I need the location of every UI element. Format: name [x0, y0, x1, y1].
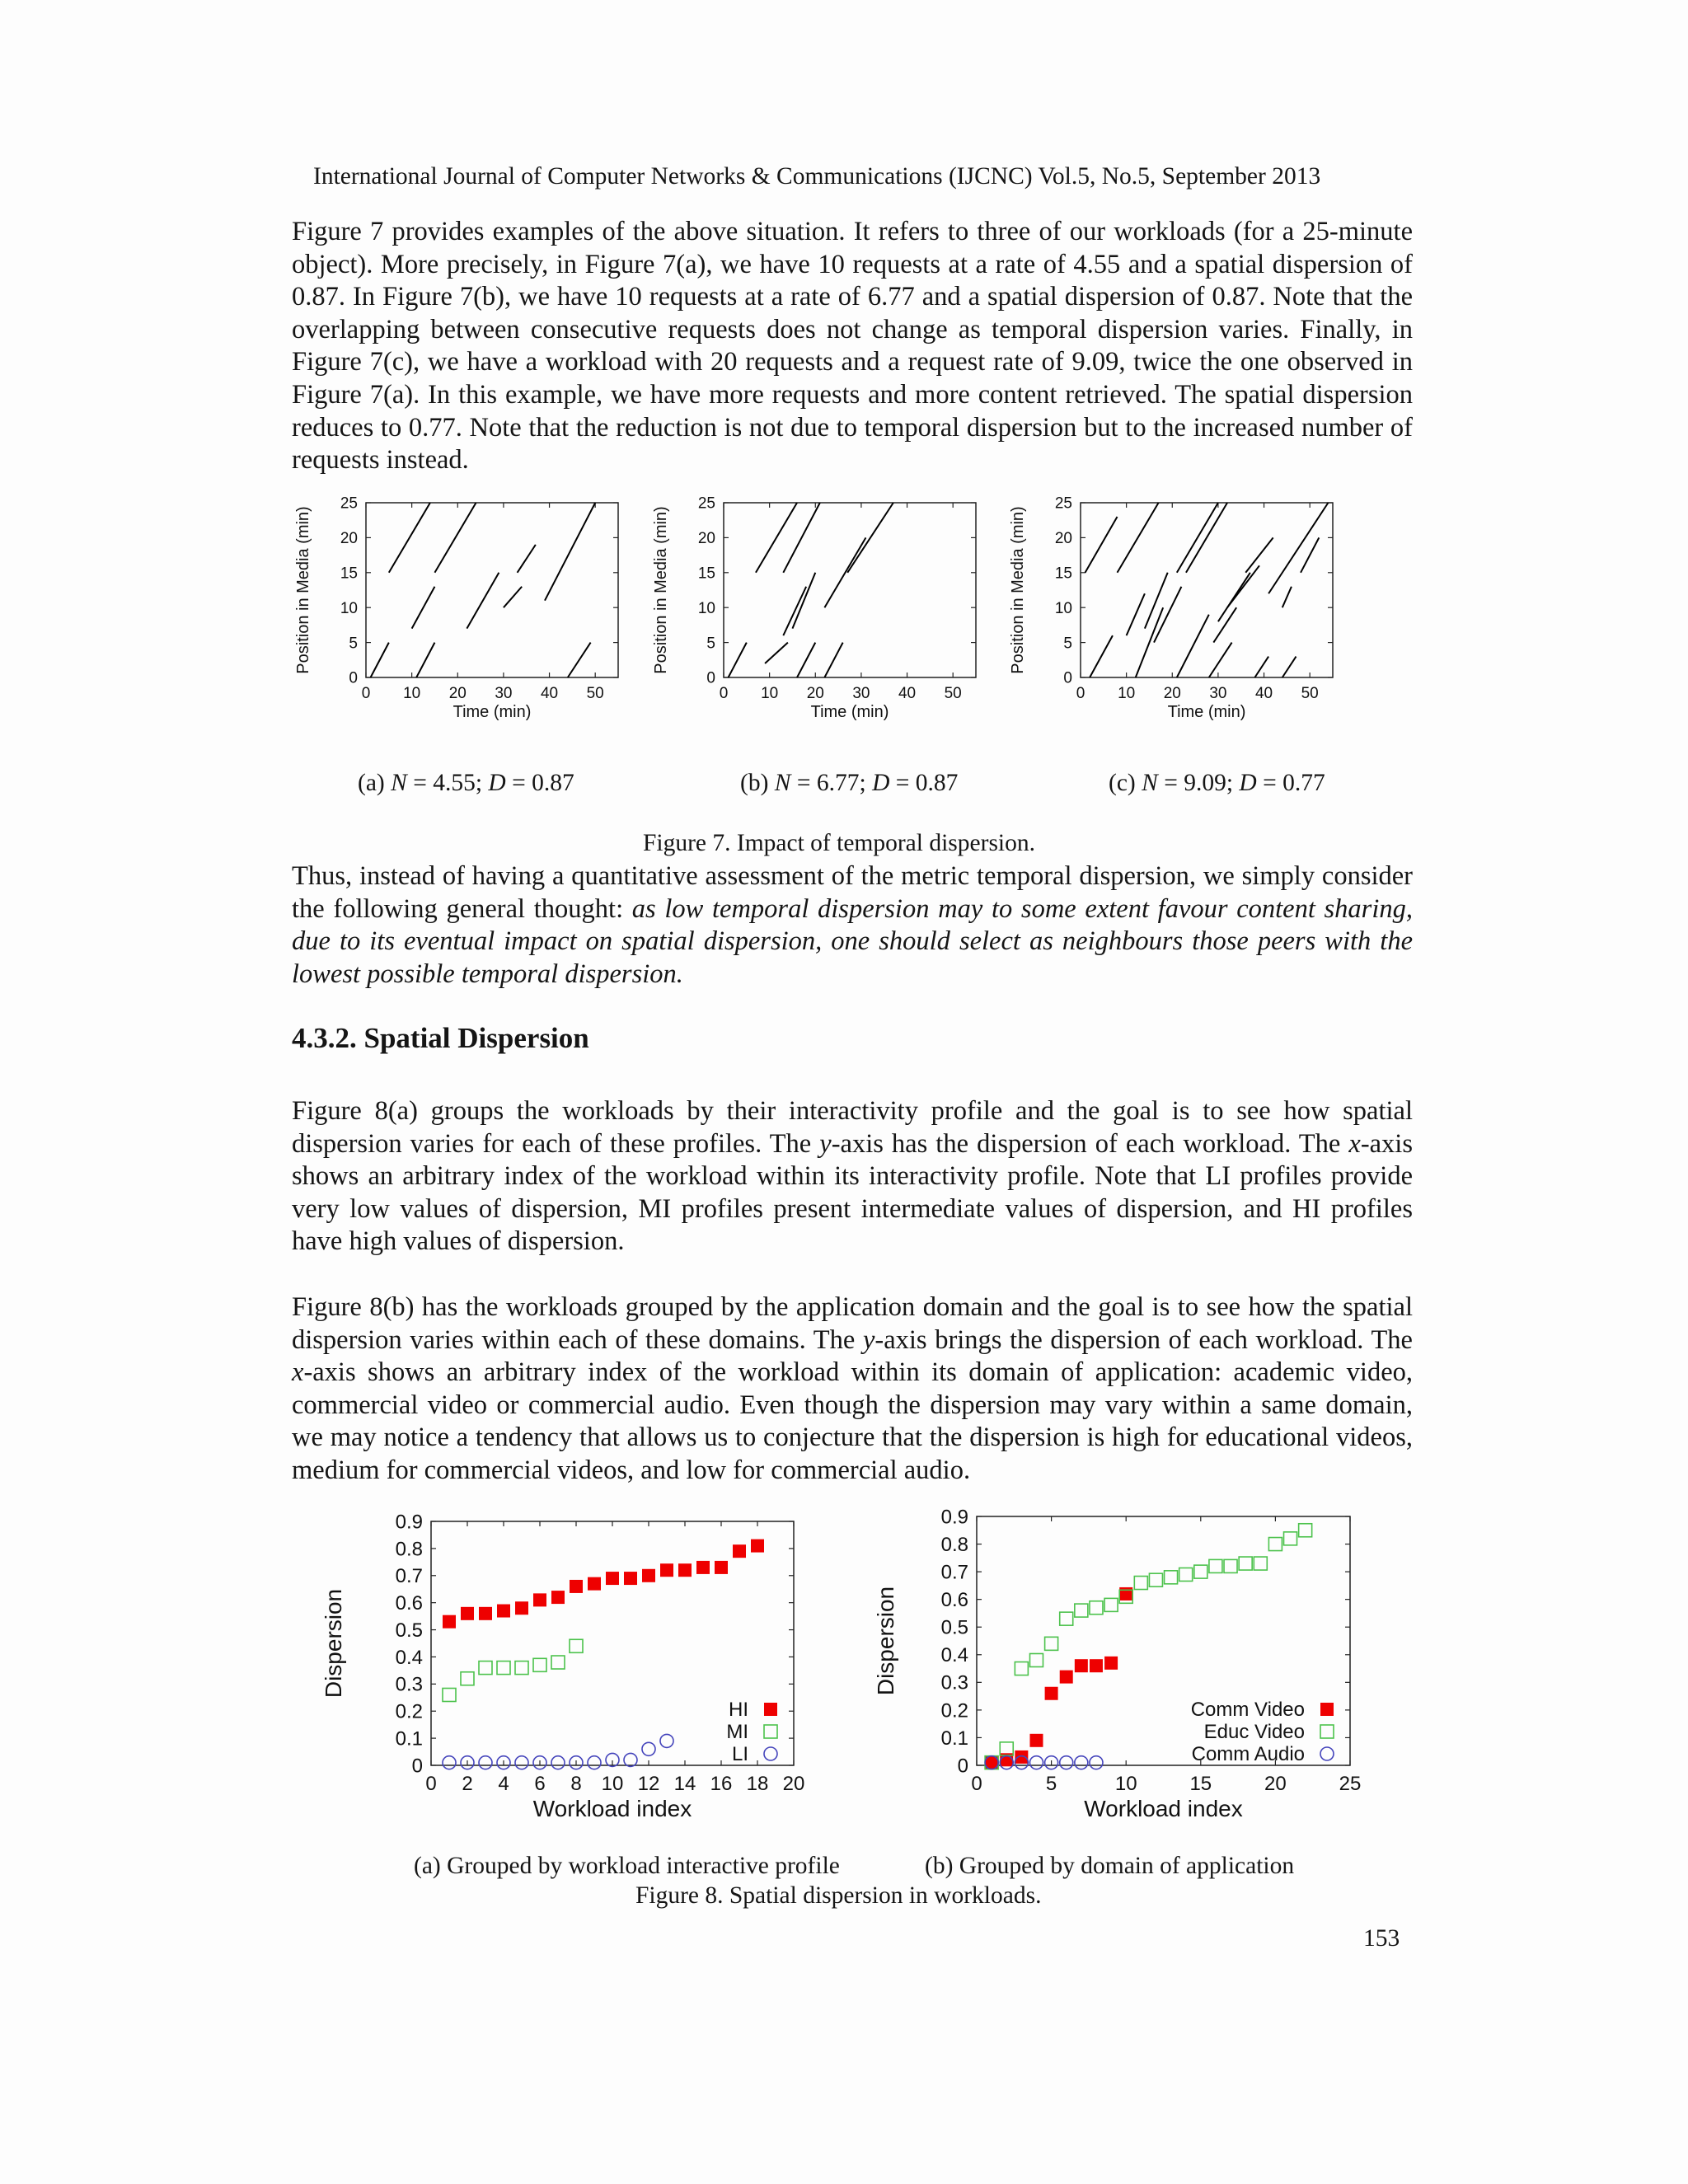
x-tick-label: 16: [710, 1773, 733, 1795]
x-tick-label: 50: [1301, 685, 1319, 702]
request-segment: [1085, 517, 1118, 573]
page-number: 153: [1363, 1925, 1400, 1952]
data-point-comm-audio: [1090, 1756, 1103, 1769]
request-segment: [1227, 565, 1259, 607]
y-tick-label: 0.4: [940, 1644, 968, 1667]
legend-label: MI: [726, 1721, 748, 1743]
data-point-hi: [479, 1607, 492, 1620]
y-tick-label: 0.7: [395, 1565, 423, 1588]
x-tick-label: 0: [1076, 685, 1085, 702]
data-point-hi: [570, 1580, 583, 1593]
data-point-li: [642, 1742, 655, 1755]
x-tick-label: 20: [1264, 1773, 1287, 1795]
figure7b-subcaption: (b) N = 6.77; D = 0.87: [740, 770, 959, 796]
figure8b-subcaption: (b) Grouped by domain of application: [925, 1853, 1295, 1879]
data-point-educ-video: [1239, 1557, 1252, 1570]
figure7-caption: Figure 7. Impact of temporal dispersion.: [643, 830, 1035, 856]
data-point-hi: [515, 1601, 528, 1615]
figure7c-chart: [1003, 494, 1349, 733]
plot-frame: [1081, 503, 1333, 677]
y-tick-label: 25: [1054, 494, 1072, 513]
request-segment: [389, 503, 430, 573]
y-tick-label: 5: [1063, 635, 1072, 653]
x-tick-label: 12: [637, 1773, 660, 1795]
x-tick-label: 2: [462, 1773, 473, 1795]
data-point-educ-video: [1254, 1557, 1267, 1570]
data-point-educ-video: [1149, 1573, 1162, 1586]
y-tick-label: 10: [1054, 599, 1072, 617]
request-segment: [1254, 657, 1268, 677]
data-point-hi: [696, 1561, 710, 1574]
data-point-comm-video: [1075, 1659, 1088, 1672]
y-tick-label: 10: [697, 599, 715, 617]
request-segment: [1118, 503, 1159, 573]
paragraph-temporal-conclusion: Thus, instead of having a quantitative assessment of the metric temporal dispersion, we simply consider the following general thought: as low temporal dispersion may to some extent favour content sharing, due to its eventual impact on spatial dispersion, one should select as neighbours those peers with the lowest possible temporal dispersion.: [292, 861, 1413, 989]
request-segment: [729, 643, 747, 677]
request-segment: [1282, 657, 1296, 677]
data-point-li: [624, 1753, 637, 1766]
y-tick-label: 0.1: [395, 1727, 423, 1750]
data-point-hi: [588, 1577, 601, 1591]
x-axis-label: Time (min): [452, 703, 532, 721]
x-axis-label: Workload index: [1084, 1796, 1243, 1821]
section-title: 4.3.2. Spatial Dispersion: [292, 1022, 589, 1054]
figure8-caption: Figure 8. Spatial dispersion in workloads.: [635, 1882, 1042, 1909]
x-tick-label: 30: [1209, 685, 1227, 702]
request-segment: [1282, 587, 1292, 607]
legend-marker: [1320, 1747, 1334, 1760]
x-axis-label: Time (min): [1167, 703, 1246, 721]
x-tick-label: 20: [448, 685, 467, 702]
x-tick-label: 30: [852, 685, 870, 702]
x-tick-label: 30: [495, 685, 513, 702]
data-point-educ-video: [1045, 1637, 1058, 1650]
data-point-comm-audio: [1060, 1756, 1073, 1769]
request-segment: [568, 643, 591, 677]
y-tick-label: 0.8: [940, 1533, 968, 1556]
request-segment: [545, 503, 595, 601]
x-tick-label: 0: [971, 1773, 982, 1795]
legend-label: Comm Audio: [1191, 1743, 1305, 1765]
paragraph-figure7-intro: [292, 216, 1413, 477]
data-point-hi: [551, 1591, 565, 1604]
data-point-educ-video: [1104, 1598, 1118, 1611]
figure7a-subcaption: (a) N = 4.55; D = 0.87: [358, 770, 574, 796]
request-segment: [792, 573, 815, 629]
data-point-hi: [461, 1607, 474, 1620]
request-segment: [1177, 503, 1218, 573]
request-segment: [765, 643, 788, 663]
data-point-hi: [533, 1593, 546, 1606]
data-point-educ-video: [1268, 1538, 1282, 1551]
data-point-educ-video: [1015, 1662, 1028, 1675]
figure8a-subcaption: (a) Grouped by workload interactive profile: [414, 1853, 840, 1879]
data-point-educ-video: [1075, 1604, 1088, 1617]
x-tick-label: 10: [403, 685, 421, 702]
plot-frame: [366, 503, 618, 677]
legend-marker: [764, 1703, 777, 1716]
request-segment: [783, 503, 820, 573]
y-axis-label: Dispersion: [321, 1588, 346, 1699]
y-tick-label: 20: [340, 530, 358, 548]
request-segment: [412, 587, 435, 629]
request-segment: [1268, 503, 1328, 593]
data-point-comm-video: [1104, 1657, 1118, 1670]
x-tick-label: 18: [746, 1773, 769, 1795]
data-point-comm-audio: [1075, 1756, 1088, 1769]
x-tick-label: 5: [1045, 1773, 1057, 1795]
data-point-educ-video: [1209, 1559, 1222, 1572]
x-tick-label: 10: [1118, 685, 1136, 702]
y-axis-label: Position in Media (min): [294, 506, 312, 674]
legend-label: Educ Video: [1203, 1721, 1305, 1743]
data-point-hi: [624, 1572, 637, 1585]
y-tick-label: 0: [706, 669, 715, 687]
y-tick-label: 0: [411, 1755, 423, 1778]
data-point-mi: [443, 1688, 456, 1701]
y-tick-label: 0: [957, 1755, 968, 1778]
y-axis-label: Dispersion: [873, 1586, 898, 1696]
data-point-hi: [715, 1561, 728, 1574]
x-tick-label: 0: [719, 685, 729, 702]
y-tick-label: 15: [1054, 565, 1072, 583]
data-point-hi: [678, 1563, 692, 1577]
data-point-hi: [497, 1605, 510, 1618]
y-tick-label: 0.9: [395, 1511, 423, 1534]
y-tick-label: 0.2: [940, 1699, 968, 1722]
request-segment: [518, 545, 536, 573]
data-point-comm-video: [1060, 1671, 1073, 1684]
legend-label: Comm Video: [1190, 1699, 1305, 1721]
x-tick-label: 14: [673, 1773, 696, 1795]
y-tick-label: 0: [1063, 669, 1072, 687]
request-segment: [824, 537, 865, 607]
x-tick-label: 10: [601, 1773, 624, 1795]
data-point-hi: [660, 1563, 673, 1577]
y-tick-label: 25: [340, 494, 358, 513]
paragraph-figure8b: Figure 8(b) has the workloads grouped by the application domain and the goal is to see how the spatial dispersion varies within each of these domains. The y-axis brings the dispersion of each workload. The x-axis shows an arbitrary index of the workload within its domain of application: academic video, commercial video or commercial audio. Even though the dispersion may vary within a same domain, we may notice a tendency that allows us to conjecture that the dispersion is high for educational videos, medium for commercial videos, and low for commercial audio.: [292, 1292, 1413, 1485]
request-segment: [1245, 537, 1273, 572]
y-tick-label: 15: [340, 565, 358, 583]
data-point-mi: [461, 1672, 474, 1685]
request-segment: [1127, 593, 1145, 635]
x-tick-label: 4: [498, 1773, 509, 1795]
x-axis-label: Time (min): [810, 703, 889, 721]
y-tick-label: 0.3: [395, 1673, 423, 1696]
legend-label: HI: [729, 1699, 748, 1721]
paragraph-text: Figure 7 provides examples of the above situation. It refers to three of our workloads (for a 25-minute object). More precisely, in Figure 7(a), we have 10 requests at a rate of 4.55 and a spatial dispersion of 0.87. In Figure 7(b), we have 10 requests at a rate of 6.77 and a spatial dispersion of 0.87. Note that the overlapping between consecutive requests does not change as temporal dispersion varies. Finally, in Figure 7(c), we have a workload with 20 requests and a request rate of 9.09, twice the one observed in Figure 7(a). In this example, we have more requests and more content retrieved. The spatial dispersion reduces to 0.77. Note that the reduction is not due to temporal dispersion but to the increased number of requests instead.: [292, 217, 1413, 476]
data-point-mi: [570, 1639, 583, 1652]
data-point-li: [479, 1756, 492, 1769]
request-segment: [371, 643, 389, 677]
data-point-educ-video: [1224, 1559, 1237, 1572]
x-tick-label: 50: [586, 685, 604, 702]
data-point-li: [551, 1756, 565, 1769]
request-segment: [1213, 607, 1236, 642]
data-point-mi: [551, 1656, 565, 1669]
data-point-comm-video: [1119, 1587, 1132, 1601]
figure8a-chart: [313, 1500, 841, 1830]
data-point-educ-video: [1165, 1571, 1178, 1584]
data-point-comm-video: [1045, 1687, 1058, 1700]
legend-marker: [764, 1747, 777, 1760]
y-tick-label: 0.4: [395, 1646, 423, 1669]
y-tick-label: 25: [697, 494, 715, 513]
data-point-educ-video: [1029, 1653, 1043, 1666]
y-tick-label: 0.5: [940, 1616, 968, 1639]
data-point-comm-video: [1090, 1659, 1103, 1672]
figure8b-chart: [865, 1500, 1393, 1830]
request-segment: [1301, 537, 1319, 572]
request-segment: [847, 503, 893, 573]
data-point-hi: [733, 1544, 746, 1558]
request-segment: [416, 643, 434, 677]
x-tick-label: 40: [898, 685, 917, 702]
request-segment: [797, 643, 815, 677]
data-point-hi: [443, 1615, 456, 1629]
legend-marker: [1320, 1725, 1334, 1738]
plot-frame: [724, 503, 976, 677]
y-axis-label: Position in Media (min): [652, 506, 670, 674]
data-point-mi: [533, 1658, 546, 1671]
y-tick-label: 15: [697, 565, 715, 583]
data-point-comm-audio: [1029, 1756, 1043, 1769]
data-point-comm-video: [1029, 1734, 1043, 1747]
data-point-educ-video: [1060, 1612, 1073, 1625]
request-segment: [434, 503, 476, 573]
figure7a-chart: [288, 494, 635, 733]
request-segment: [467, 573, 499, 629]
data-point-li: [443, 1756, 456, 1769]
y-tick-label: 5: [706, 635, 715, 653]
data-point-li: [660, 1734, 673, 1747]
request-segment: [1177, 615, 1209, 677]
request-segment: [1218, 573, 1250, 621]
x-tick-label: 40: [1254, 685, 1273, 702]
x-axis-label: Workload index: [532, 1796, 692, 1821]
y-tick-label: 0.1: [940, 1727, 968, 1750]
request-segment: [756, 503, 797, 573]
data-point-li: [588, 1756, 601, 1769]
y-tick-label: 20: [1054, 530, 1072, 548]
x-tick-label: 20: [782, 1773, 805, 1795]
y-tick-label: 0.2: [395, 1700, 423, 1723]
request-segment: [1209, 643, 1232, 677]
y-tick-label: 0.8: [395, 1538, 423, 1561]
x-tick-label: 20: [1163, 685, 1181, 702]
x-tick-label: 15: [1189, 1773, 1212, 1795]
data-point-educ-video: [1090, 1601, 1103, 1615]
y-tick-label: 0: [349, 669, 358, 687]
y-axis-label: Position in Media (min): [1009, 506, 1027, 674]
x-tick-label: 0: [425, 1773, 437, 1795]
x-tick-label: 10: [761, 685, 779, 702]
x-tick-label: 50: [944, 685, 962, 702]
y-tick-label: 20: [697, 530, 715, 548]
data-point-mi: [497, 1661, 510, 1675]
request-segment: [824, 643, 842, 677]
y-tick-label: 0.3: [940, 1671, 968, 1694]
data-point-educ-video: [1179, 1568, 1193, 1581]
paragraph-figure8a: Figure 8(a) groups the workloads by their interactivity profile and the goal is to see how spatial dispersion varies for each of these profiles. The y-axis has the dispersion of each workload. The x-axis shows an arbitrary index of the workload within its interactivity profile. Note that LI profiles provide very low values of dispersion, MI profiles present intermediate values of dispersion, and HI profiles have high values of dispersion.: [292, 1096, 1413, 1257]
x-tick-label: 10: [1114, 1773, 1137, 1795]
data-point-educ-video: [1299, 1524, 1312, 1537]
x-tick-label: 40: [540, 685, 559, 702]
data-point-educ-video: [1194, 1565, 1207, 1578]
data-point-hi: [751, 1540, 764, 1553]
running-header: International Journal of Computer Networks & Communications (IJCNC) Vol.5, No.5, September 2013: [313, 163, 1321, 190]
figure7c-subcaption: (c) N = 9.09; D = 0.77: [1109, 770, 1325, 796]
request-segment: [783, 587, 806, 635]
y-tick-label: 0.6: [940, 1589, 968, 1612]
request-segment: [1186, 503, 1227, 573]
data-point-mi: [479, 1661, 492, 1675]
figure7b-chart: [646, 494, 992, 733]
request-segment: [1090, 635, 1113, 677]
x-tick-label: 8: [570, 1773, 582, 1795]
data-point-hi: [606, 1572, 619, 1585]
x-tick-label: 0: [361, 685, 371, 702]
y-tick-label: 10: [340, 599, 358, 617]
y-tick-label: 0.6: [395, 1592, 423, 1615]
x-tick-label: 6: [534, 1773, 546, 1795]
x-tick-label: 25: [1339, 1773, 1362, 1795]
data-point-mi: [515, 1661, 528, 1675]
legend-label: LI: [731, 1743, 748, 1765]
data-point-hi: [642, 1569, 655, 1582]
y-tick-label: 0.7: [940, 1561, 968, 1584]
legend-marker: [764, 1725, 777, 1738]
data-point-educ-video: [1134, 1577, 1147, 1590]
x-tick-label: 20: [806, 685, 824, 702]
request-segment: [504, 587, 522, 607]
data-point-educ-video: [1284, 1532, 1297, 1545]
y-tick-label: 5: [349, 635, 358, 653]
y-tick-label: 0.9: [940, 1506, 968, 1529]
y-tick-label: 0.5: [395, 1619, 423, 1642]
legend-marker: [1320, 1703, 1334, 1716]
data-point-li: [515, 1756, 528, 1769]
